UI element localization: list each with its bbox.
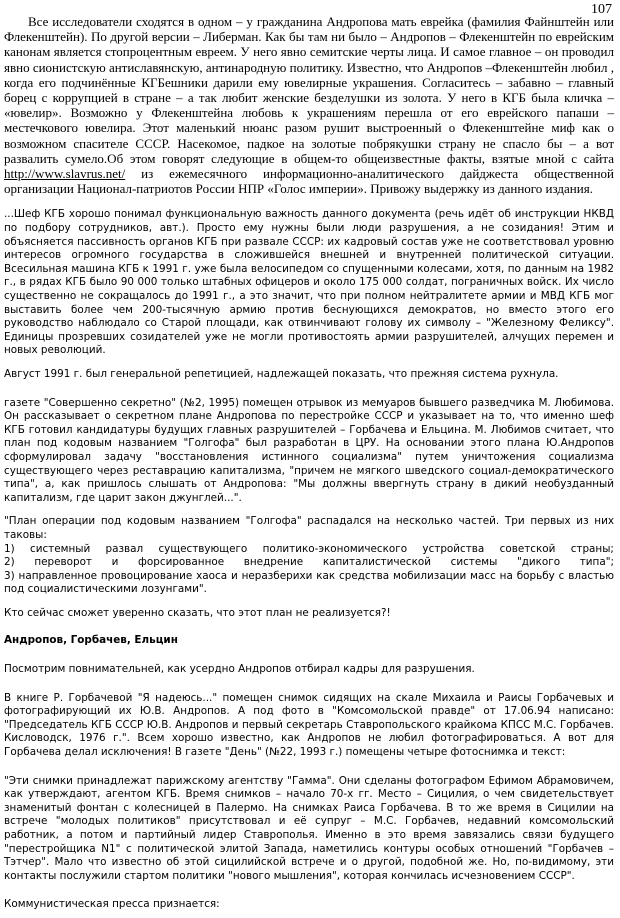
page-number: 107 [591,2,612,17]
plan-item-2-word: переворот [34,556,92,569]
plan-item-1-word: страны; [570,542,614,555]
plan-item-1-word: существующего [158,542,248,555]
intro-text-after-link: из ежемесячного информационно-аналитического дайджеста общественной организации Национал-патриотов России НПР «Голос империи». Привожу выдержку из данного издания. [4,166,614,197]
press-paragraph: Коммунистическая пресса признается: [4,898,220,911]
plan-item-2-word: внедрение [243,556,304,569]
kgb-paragraph: ...Шеф КГБ хорошо понимал функциональную важность данного документа (речь идёт об инструкции НКВД по подбору сотрудников, авт.). Просто ему нужны были люди разрушения, а не созидания! Этим и объясняется пассивность органов КГБ при развале СССР: их кадровый состав уже не соответствовал уровню интересов огромного государства в сложившейся внешней и внутренней политической ситуации. Всесильная машина КГБ к 1991 г. уже была велосипедом со спущенными колесами, хотя, по данным на 1982 г., в рядах КГБ было 90 000 только штабных офицеров и около 175 000 солдат, пограничных войск. Их число существенно не сокращалось до 1991 г., а это значит, что при полном нейтралитете армии и МВД КГБ мог выставить более чем 200-тысячную армию против беснующихся демократов, но вместо этого его руководство наблюдало со Старой площади, как отвинчивают голову их символу – "Железному Феликсу". Единицы прозревших созидателей уже не могли противостоять армии разрушителей, алчущих перемен и новых революций. [4,208,614,357]
plan-item-1-word: системный [29,542,91,555]
golgotha-paragraph: газете "Совершенно секретно" (№2, 1995) помещен отрывок из мемуаров бывшего разведчика М. Любимова. Он рассказывает о секретном плане Андропова по перестройке СССР и указывает на то, что именно шеф КГБ готовил кандидатуры будущих главных разрушителей – Горбачева и Ельцина. М. Любимов считает, что план под кодовым названием "Голгофа" был разработан в ЦРУ. На основании этого плана Ю.Андропов сформулировал задачу "восстановления истинного социализма" путем уничтожения социализма существующего через реставрацию капитализма, "причем не мягкого шведского социал-демократического типа", а, как пришлось слышать от Андропова: "Мы должны ввергнуть страну в дикий необузданный капитализм, где царит закон джунглей...". [4,396,614,504]
plan-item-2 [4,556,614,570]
plan-item-2-word: "дикого [516,556,561,569]
plan-item-1-word: развал [105,542,144,555]
plan-item-2-word: 2) [4,556,15,569]
intro-paragraph [4,14,614,196]
plan-item-2-word: капиталистической [322,556,431,569]
august-paragraph: Август 1991 г. был генеральной репетицией, надлежащей показать, что прежняя система рухнула. [4,367,559,380]
plan-item-2-word: форсированное [138,556,225,569]
intro-text-before-link: Все исследователи сходятся в одном – у гражданина Андропова мать еврейка (фамилия Файнштейн или Флекенштейн). По другой версии – Либерман. Как бы там ни было – Андропов – Флекенштейн по еврейским канонам является стопроцентным евреем. У него явно семитские черты лица. И самое главное – он проводил явно сионистскую антиславянскую, антинародную политику. Известно, что Андропов –Флекенштейн любил , когда его подчинённые КГБешники дарили ему ювелирные украшения. Согласитесь – забавно – главный борец с коррупцией в стране – а так любит женские безделушки из золота. У него в КГБ была кличка – «ювелир». Возможно у Флекенштейна любовь к украшениям перешла от его еврейского папаши – местечкового ювелира. Этот маленький нюанс разом рушит выстроенный о Флекенштейне миф как о возможном спасителе СССР. Насекомое, падкое на золотые побрякушки страну не спасло бы – а вот развалить сумело.Об этом говорят следующие в общем-то общеизвестные факты, взятые мной с сайта [4,14,614,166]
plan-item-1-word: 1) [4,542,15,555]
selection-paragraph: Посмотрим повнимательней, как усердно Андропов отбирал кадры для разрушения. [4,663,475,676]
plan-quote [4,515,614,597]
gamma-paragraph: "Эти снимки принадлежат парижскому агентству "Гамма". Они сделаны фотографом Ефимом Абрамовичем, как утверждают, агентом КГБ. Время снимков – начало 70-х гг. Место – Сицилия, о чем свидетельствует знаменитый фонтан с колесницей в Палермо. На снимках Раиса Горбачева. В то же время в Сицилии на встрече "молодых политиков" присутствовал и её супруг – М.С. Горбачев, недавний комсомольский работник, а потом и партийный лидер Ставрополья. Именно в это время завязались связи будущего "перестройщика N1" с политической элитой Запада, наметились контуры особых отношений "Горбачев – Тэтчер". Мало что известно об этой сицилийской встрече и о другой, подобной же. Но, по-видимому, эти контакты послужили стартом политики "нового мышления", которая кончилась исчезновением СССР". [4,774,614,882]
plan-item-2-word: типа"; [579,556,614,569]
plan-item-1-word: советской [499,542,556,555]
page-body [0,14,620,912]
source-link[interactable]: http://www.slavrus.net/ [4,166,126,182]
plan-item-1 [4,543,614,557]
plan-item-1-word: политико-экономического [262,542,408,555]
plan-item-2-word: и [111,556,119,569]
book-paragraph: В книге Р. Горбачевой "Я надеюсь..." помещен снимок сидящих на скале Михаила и Раисы Горбачевых и фотографирующий их Ю.В. Андропов. А под фото в "Комсомольской правде" от 17.06.94 написано: "Председатель КГБ СССР Ю.В. Андропов и первый секретарь Ставропольского крайкома КПСС М.С. Горбачев. Кисловодск, 1976 г.". Всем хорошо известно, как Андропов не любил фотографироваться. А вот для Горбачева делал исключения! В газете "День" (№22, 1993 г.) помещены четыре фотоснимка и текст: [4,691,614,759]
plan-item-1-word: устройства [422,542,485,555]
plan-intro: "План операции под кодовым названием "Голгофа" распадался на несколько частей. Три первых из них таковы: [4,515,614,541]
plan-item-3: 3) направленное провоцирование хаоса и неразберихи как средства мобилизации масс на борьбу с властью под социалистическими лозунгами". [4,569,614,596]
question-paragraph: Кто сейчас сможет уверенно сказать, что этот план не реализуется?! [4,606,391,619]
plan-item-2-word: системы [450,556,498,569]
section-heading: Андропов, Горбачев, Ельцин [4,634,178,647]
